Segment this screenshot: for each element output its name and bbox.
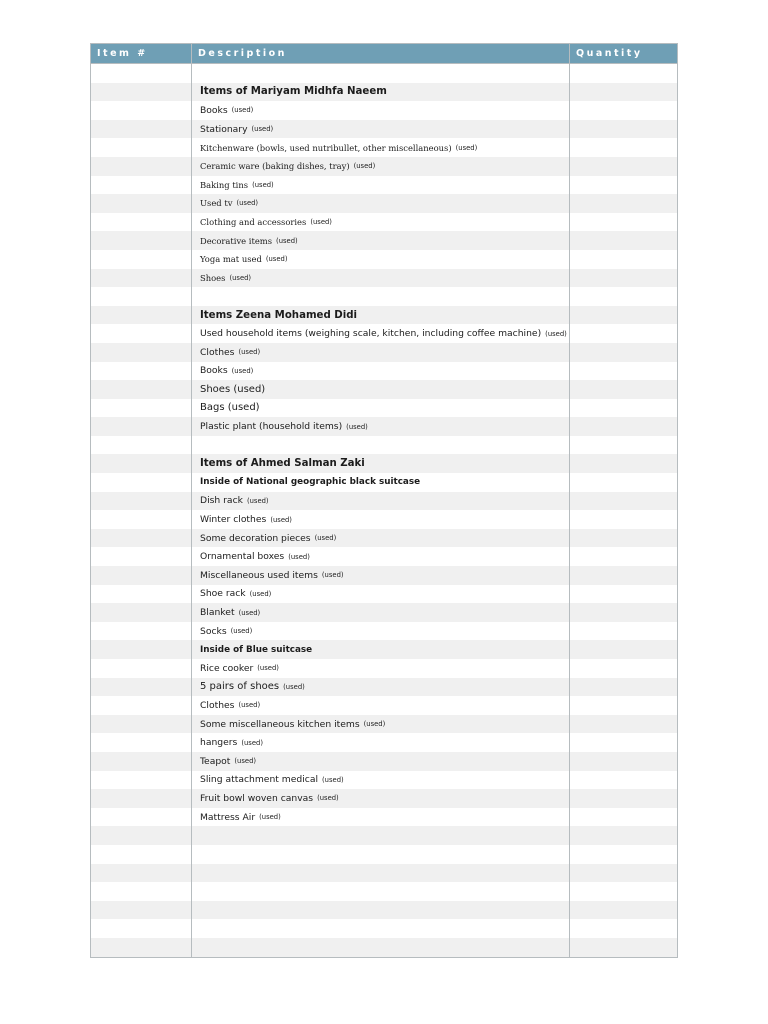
item-description: Sling attachment medical (200, 774, 319, 786)
item-description: Miscellaneous used items (200, 569, 318, 581)
table-row (91, 399, 677, 418)
condition-tag: (used) (238, 701, 261, 710)
table-row (91, 752, 677, 771)
item-description: Stationary (200, 123, 248, 135)
quantity-cell (570, 826, 677, 845)
table-body (91, 64, 677, 957)
item-number-cell (91, 733, 192, 752)
quantity-cell (570, 845, 677, 864)
description-cell (192, 659, 570, 678)
description-cell (192, 771, 570, 790)
description-cell (192, 231, 570, 250)
item-number-cell (91, 176, 192, 195)
condition-tag: (used) (230, 627, 253, 636)
description-cell (192, 473, 570, 492)
item-description: Rice cooker (200, 662, 254, 674)
description-cell (192, 919, 570, 938)
description-cell (192, 864, 570, 883)
table-row (91, 176, 677, 195)
condition-tag: (used) (270, 515, 292, 524)
quantity-cell (570, 640, 677, 659)
item-number-cell (91, 454, 192, 473)
table-row (91, 306, 677, 325)
quantity-cell (570, 808, 677, 827)
table-row (91, 138, 677, 157)
item-number-cell (91, 287, 192, 306)
item-number-cell (91, 473, 192, 492)
condition-tag: (used) (241, 738, 263, 747)
description-cell (192, 622, 570, 641)
description-cell (192, 715, 570, 734)
quantity-cell (570, 324, 677, 343)
table-row (91, 789, 677, 808)
table-row (91, 733, 677, 752)
description-cell (192, 454, 570, 473)
condition-tag: (used) (229, 273, 252, 282)
item-description: Decorative items (200, 235, 273, 246)
item-description: Baking tins (200, 179, 249, 190)
description-cell (192, 845, 570, 864)
description-cell (192, 492, 570, 511)
item-number-cell (91, 417, 192, 436)
table-row (91, 678, 677, 697)
item-description: hangers (200, 737, 238, 749)
quantity-cell (570, 622, 677, 641)
description-cell (192, 436, 570, 455)
item-number-cell (91, 138, 192, 157)
item-description: Yoga mat used (200, 254, 262, 265)
table-row (91, 547, 677, 566)
quantity-cell (570, 436, 677, 455)
condition-tag: (used) (251, 125, 274, 134)
description-cell (192, 566, 570, 585)
description-cell (192, 83, 570, 102)
condition-tag: (used) (276, 236, 298, 245)
item-description: Socks (200, 625, 227, 637)
table-row (91, 362, 677, 381)
item-number-cell (91, 362, 192, 381)
quantity-cell (570, 250, 677, 269)
quantity-cell (570, 659, 677, 678)
item-description: Books (200, 104, 228, 116)
quantity-cell (570, 101, 677, 120)
item-number-cell (91, 585, 192, 604)
item-description: Used tv (200, 198, 233, 209)
item-number-cell (91, 492, 192, 511)
item-description: Shoe rack (200, 588, 246, 600)
description-cell (192, 789, 570, 808)
item-number-cell (91, 101, 192, 120)
item-number-cell (91, 864, 192, 883)
description-cell (192, 640, 570, 659)
quantity-cell (570, 492, 677, 511)
table-row (91, 585, 677, 604)
condition-tag: (used) (238, 608, 261, 617)
table-row (91, 696, 677, 715)
table-row (91, 231, 677, 250)
quantity-cell (570, 417, 677, 436)
table-row (91, 919, 677, 938)
condition-tag: (used) (231, 106, 254, 115)
item-description: Teapot (200, 755, 231, 767)
table-row (91, 510, 677, 529)
description-cell (192, 101, 570, 120)
suitcase-heading: Inside of National geographic black suitcase (200, 477, 421, 488)
item-description: Mattress Air (200, 811, 256, 823)
table-row (91, 826, 677, 845)
condition-tag: (used) (455, 143, 478, 152)
quantity-cell (570, 138, 677, 157)
condition-tag: (used) (288, 552, 310, 561)
condition-tag: (used) (314, 534, 337, 543)
description-cell (192, 64, 570, 83)
table-row (91, 83, 677, 102)
inventory-table (90, 43, 678, 958)
owner-heading: Items of Ahmed Salman Zaki (200, 458, 365, 470)
description-cell (192, 603, 570, 622)
item-number-cell (91, 659, 192, 678)
description-cell (192, 269, 570, 288)
condition-tag: (used) (252, 180, 274, 189)
item-number-cell (91, 436, 192, 455)
description-cell (192, 138, 570, 157)
item-number-cell (91, 715, 192, 734)
condition-tag: (used) (545, 329, 567, 338)
item-description: Some decoration pieces (200, 532, 311, 544)
item-description: Clothing and accessories (200, 217, 307, 228)
item-number-cell (91, 901, 192, 920)
item-number-cell (91, 808, 192, 827)
item-number-cell (91, 250, 192, 269)
table-row (91, 473, 677, 492)
item-number-cell (91, 696, 192, 715)
description-cell (192, 176, 570, 195)
header-description: Description (192, 44, 570, 63)
table-row (91, 454, 677, 473)
quantity-cell (570, 343, 677, 362)
item-description: Winter clothes (200, 514, 267, 526)
table-row (91, 529, 677, 548)
quantity-cell (570, 752, 677, 771)
quantity-cell (570, 771, 677, 790)
description-cell (192, 938, 570, 957)
condition-tag: (used) (257, 664, 279, 673)
quantity-cell (570, 789, 677, 808)
description-cell (192, 678, 570, 697)
item-number-cell (91, 771, 192, 790)
item-description: Fruit bowl woven canvas (200, 792, 314, 804)
table-row (91, 715, 677, 734)
table-row (91, 250, 677, 269)
item-number-cell (91, 324, 192, 343)
description-cell (192, 250, 570, 269)
condition-tag: (used) (322, 775, 344, 784)
item-number-cell (91, 529, 192, 548)
item-number-cell (91, 399, 192, 418)
condition-tag: (used) (236, 199, 259, 208)
item-number-cell (91, 510, 192, 529)
description-cell (192, 213, 570, 232)
description-cell (192, 752, 570, 771)
quantity-cell (570, 194, 677, 213)
header-item-number: Item # (91, 44, 192, 63)
table-row (91, 771, 677, 790)
table-row (91, 659, 677, 678)
header-quantity: Quantity (576, 48, 643, 59)
description-cell (192, 362, 570, 381)
item-description: Kitchenware (bowls, used nutribullet, other miscellaneous) (200, 142, 452, 153)
condition-tag: (used) (249, 589, 272, 598)
item-description: Books (200, 365, 228, 377)
description-cell (192, 808, 570, 827)
quantity-cell (570, 176, 677, 195)
table-header (91, 44, 677, 64)
item-number-cell (91, 919, 192, 938)
item-number-cell (91, 603, 192, 622)
table-row (91, 120, 677, 139)
condition-tag: (used) (234, 757, 257, 766)
condition-tag: (used) (321, 571, 344, 580)
quantity-cell (570, 715, 677, 734)
table-row (91, 640, 677, 659)
condition-tag: (used) (346, 422, 368, 431)
owner-heading: Items of Mariyam Midhfa Naeem (200, 86, 387, 98)
table-row (91, 492, 677, 511)
item-number-cell (91, 752, 192, 771)
item-number-cell (91, 882, 192, 901)
description-cell (192, 380, 570, 399)
quantity-cell (570, 157, 677, 176)
condition-tag: (used) (238, 348, 261, 357)
quantity-cell (570, 231, 677, 250)
item-number-cell (91, 157, 192, 176)
description-cell (192, 882, 570, 901)
quantity-cell (570, 938, 677, 957)
owner-heading: Items Zeena Mohamed Didi (200, 309, 358, 321)
table-row (91, 343, 677, 362)
table-row (91, 566, 677, 585)
condition-tag: (used) (265, 255, 288, 264)
condition-tag: (used) (231, 366, 254, 375)
item-description: Ceramic ware (baking dishes, tray) (200, 161, 350, 172)
item-number-cell (91, 194, 192, 213)
quantity-cell (570, 510, 677, 529)
quantity-cell (570, 882, 677, 901)
table-row (91, 213, 677, 232)
quantity-cell (570, 547, 677, 566)
quantity-cell (570, 362, 677, 381)
quantity-cell (570, 269, 677, 288)
quantity-cell (570, 454, 677, 473)
item-description: Dish rack (200, 495, 243, 507)
quantity-cell (570, 213, 677, 232)
table-row (91, 194, 677, 213)
item-number-cell (91, 306, 192, 325)
condition-tag: (used) (363, 720, 386, 729)
item-description: Shoes (used) (200, 383, 266, 395)
table-row (91, 157, 677, 176)
condition-tag: (used) (310, 218, 332, 227)
item-number-cell (91, 640, 192, 659)
description-cell (192, 120, 570, 139)
description-cell (192, 696, 570, 715)
quantity-cell (570, 733, 677, 752)
item-number-cell (91, 269, 192, 288)
table-row (91, 324, 677, 343)
description-cell (192, 399, 570, 418)
quantity-cell (570, 696, 677, 715)
item-description: Plastic plant (household items) (200, 421, 343, 433)
quantity-cell (570, 901, 677, 920)
table-row (91, 864, 677, 883)
description-cell (192, 547, 570, 566)
item-number-cell (91, 380, 192, 399)
description-cell (192, 306, 570, 325)
quantity-cell (570, 678, 677, 697)
quantity-cell (570, 83, 677, 102)
item-number-cell (91, 64, 192, 83)
table-row (91, 436, 677, 455)
quantity-cell (570, 399, 677, 418)
description-cell (192, 826, 570, 845)
description-cell (192, 417, 570, 436)
quantity-cell (570, 919, 677, 938)
table-row (91, 845, 677, 864)
item-description: Bags (used) (200, 402, 260, 414)
quantity-cell (570, 380, 677, 399)
condition-tag: (used) (317, 794, 339, 803)
table-row (91, 269, 677, 288)
quantity-cell (570, 585, 677, 604)
condition-tag: (used) (246, 496, 269, 505)
description-cell (192, 194, 570, 213)
item-number-cell (91, 120, 192, 139)
description-cell (192, 324, 570, 343)
quantity-cell (570, 473, 677, 492)
table-row (91, 882, 677, 901)
item-number-cell (91, 231, 192, 250)
item-description: Blanket (200, 607, 235, 619)
item-number-cell (91, 547, 192, 566)
quantity-cell (570, 529, 677, 548)
quantity-cell (570, 603, 677, 622)
item-description: Clothes (200, 346, 235, 358)
item-number-cell (91, 845, 192, 864)
condition-tag: (used) (259, 813, 281, 822)
quantity-cell (570, 287, 677, 306)
table-row (91, 64, 677, 83)
item-number-cell (91, 826, 192, 845)
table-row (91, 287, 677, 306)
description-cell (192, 510, 570, 529)
item-number-cell (91, 213, 192, 232)
item-description: Used household items (weighing scale, kitchen, including coffee machine) (200, 328, 542, 340)
item-number-cell (91, 343, 192, 362)
item-description: Ornamental boxes (200, 551, 285, 563)
table-row (91, 101, 677, 120)
quantity-cell (570, 120, 677, 139)
condition-tag: (used) (283, 682, 305, 691)
table-row (91, 380, 677, 399)
suitcase-heading: Inside of Blue suitcase (200, 644, 313, 655)
item-number-cell (91, 622, 192, 641)
table-row (91, 622, 677, 641)
item-description: Clothes (200, 699, 235, 711)
quantity-cell (570, 306, 677, 325)
item-number-cell (91, 678, 192, 697)
item-number-cell (91, 83, 192, 102)
description-cell (192, 733, 570, 752)
item-number-cell (91, 566, 192, 585)
description-cell (192, 585, 570, 604)
item-description: Shoes (200, 272, 226, 283)
description-cell (192, 157, 570, 176)
table-row (91, 417, 677, 436)
description-cell (192, 287, 570, 306)
table-row (91, 938, 677, 957)
quantity-cell (570, 864, 677, 883)
description-cell (192, 343, 570, 362)
item-number-cell (91, 938, 192, 957)
table-row (91, 808, 677, 827)
condition-tag: (used) (353, 162, 376, 171)
quantity-cell (570, 64, 677, 83)
item-description: Some miscellaneous kitchen items (200, 718, 360, 730)
description-cell (192, 529, 570, 548)
table-row (91, 901, 677, 920)
description-cell (192, 901, 570, 920)
table-row (91, 603, 677, 622)
quantity-cell (570, 566, 677, 585)
item-number-cell (91, 789, 192, 808)
item-description: 5 pairs of shoes (200, 681, 280, 693)
